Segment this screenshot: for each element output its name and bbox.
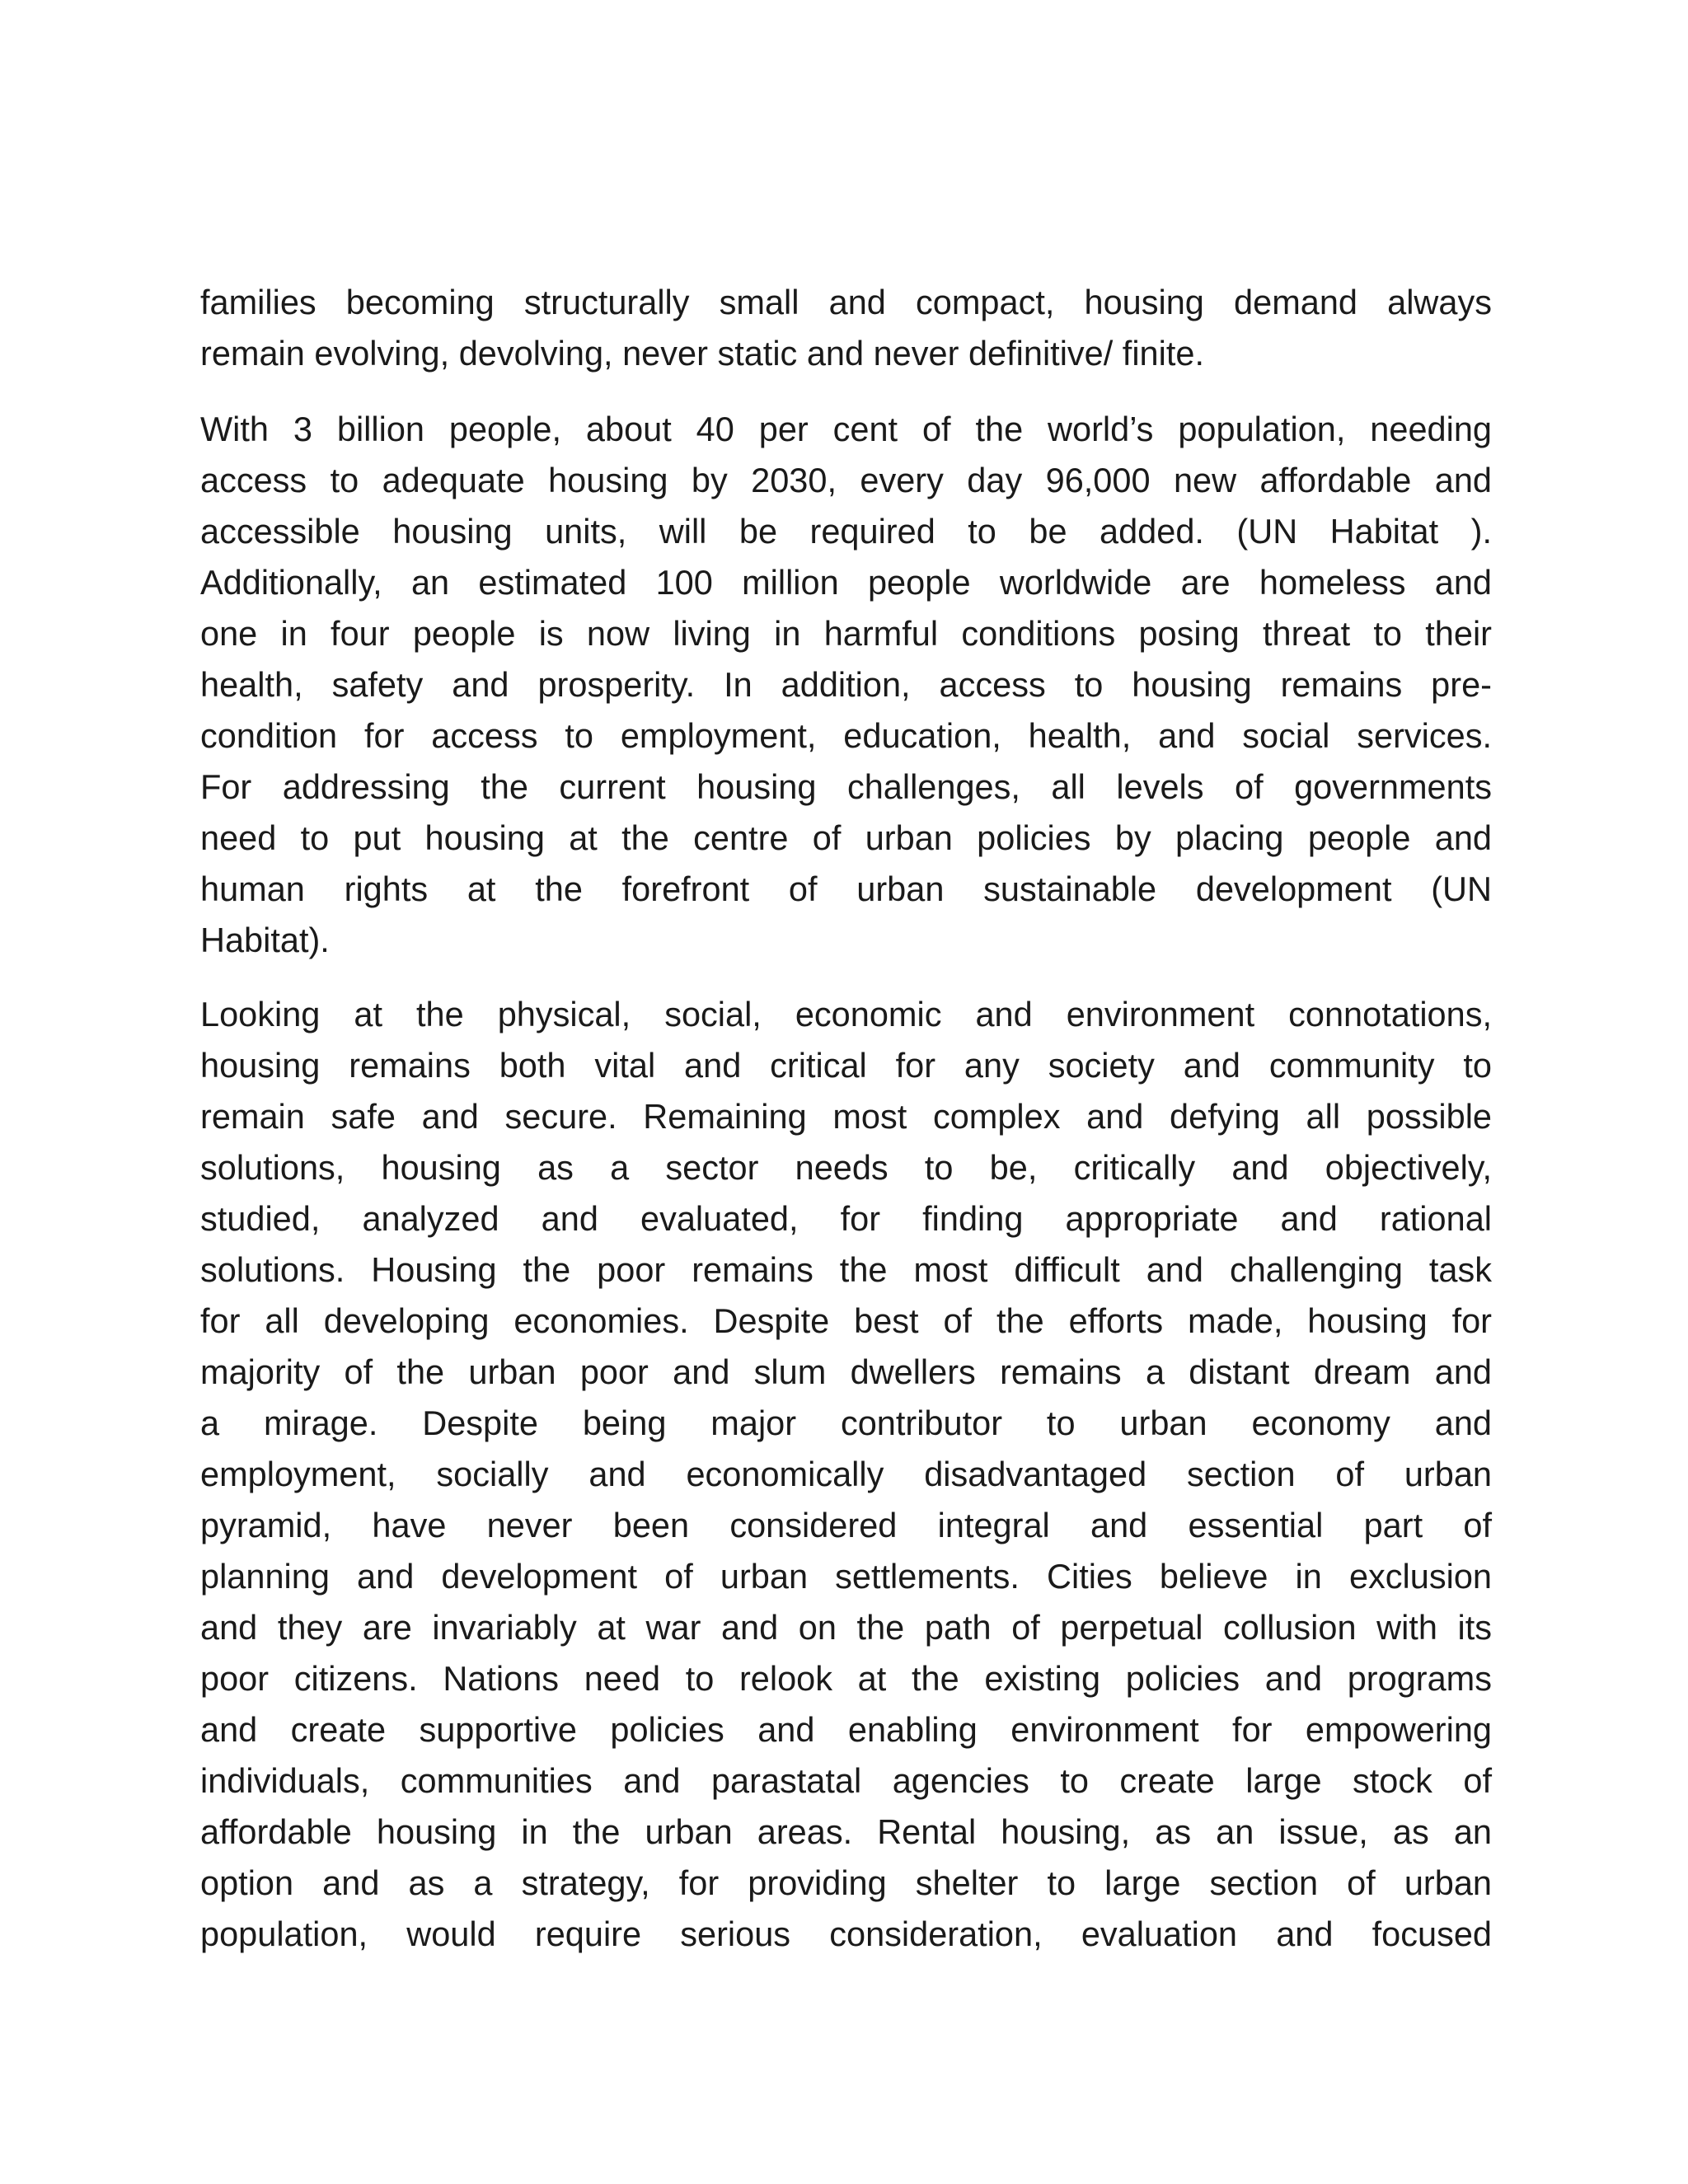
text-line: For addressing the current housing challenges, all levels of governments — [200, 767, 1492, 806]
text-line: solutions. Housing the poor remains the most difficult and challenging task — [200, 1250, 1492, 1289]
text-line: individuals, communities and parastatal agencies to create large stock of — [200, 1761, 1492, 1800]
text-line: a mirage. Despite being major contributor to urban economy and — [200, 1404, 1492, 1442]
paragraph-families — [200, 277, 1492, 379]
text-line: accessible housing units, will be required to be added. (UN Habitat ). — [200, 512, 1492, 551]
text-line: families becoming structurally small and compact, housing demand always — [200, 283, 1492, 321]
text-line: for all developing economies. Despite best of the efforts made, housing for — [200, 1301, 1492, 1340]
text-line: With 3 billion people, about 40 per cent of the world’s population, needing — [200, 410, 1492, 448]
text-line: Additionally, an estimated 100 million people worldwide are homeless and — [200, 563, 1492, 602]
text-line: access to adequate housing by 2030, every day 96,000 new affordable and — [200, 461, 1492, 499]
text-line: and create supportive policies and enabling environment for empowering — [200, 1710, 1492, 1749]
text-line: population, would require serious consideration, evaluation and focused — [200, 1915, 1492, 1953]
text-line: affordable housing in the urban areas. Rental housing, as an issue, as an — [200, 1812, 1492, 1851]
text-line: poor citizens. Nations need to relook at the existing policies and programs — [200, 1659, 1492, 1698]
text-line: solutions, housing as a sector needs to be, critically and objectively, — [200, 1148, 1492, 1187]
text-line: remain evolving, devolving, never static and never definitive/ finite. — [200, 334, 1204, 373]
text-line: Looking at the physical, social, economic and environment connotations, — [200, 995, 1492, 1033]
text-line: and they are invariably at war and on the path of perpetual collusion with its — [200, 1608, 1492, 1647]
text-line: need to put housing at the centre of urban policies by placing people and — [200, 818, 1492, 857]
paragraph-housing-connotations — [200, 989, 1492, 1960]
text-line: employment, socially and economically disadvantaged section of urban — [200, 1455, 1492, 1493]
text-line: planning and development of urban settlements. Cities believe in exclusion — [200, 1557, 1492, 1596]
text-line: majority of the urban poor and slum dwellers remains a distant dream and — [200, 1352, 1492, 1391]
text-line: Habitat). — [200, 921, 330, 959]
text-line: housing remains both vital and critical for any society and community to — [200, 1046, 1492, 1085]
text-line: remain safe and secure. Remaining most complex and defying all possible — [200, 1097, 1492, 1136]
text-line: option and as a strategy, for providing shelter to large section of urban — [200, 1863, 1492, 1902]
text-line: condition for access to employment, education, health, and social services. — [200, 716, 1492, 755]
text-line: studied, analyzed and evaluated, for finding appropriate and rational — [200, 1199, 1492, 1238]
text-line: pyramid, have never been considered integral and essential part of — [200, 1506, 1492, 1544]
text-line: one in four people is now living in harmful conditions posing threat to their — [200, 614, 1492, 653]
paragraph-housing-statistics — [200, 404, 1492, 966]
text-line: health, safety and prosperity. In addition, access to housing remains pre- — [200, 665, 1492, 704]
text-line: human rights at the forefront of urban sustainable development (UN — [200, 869, 1492, 908]
